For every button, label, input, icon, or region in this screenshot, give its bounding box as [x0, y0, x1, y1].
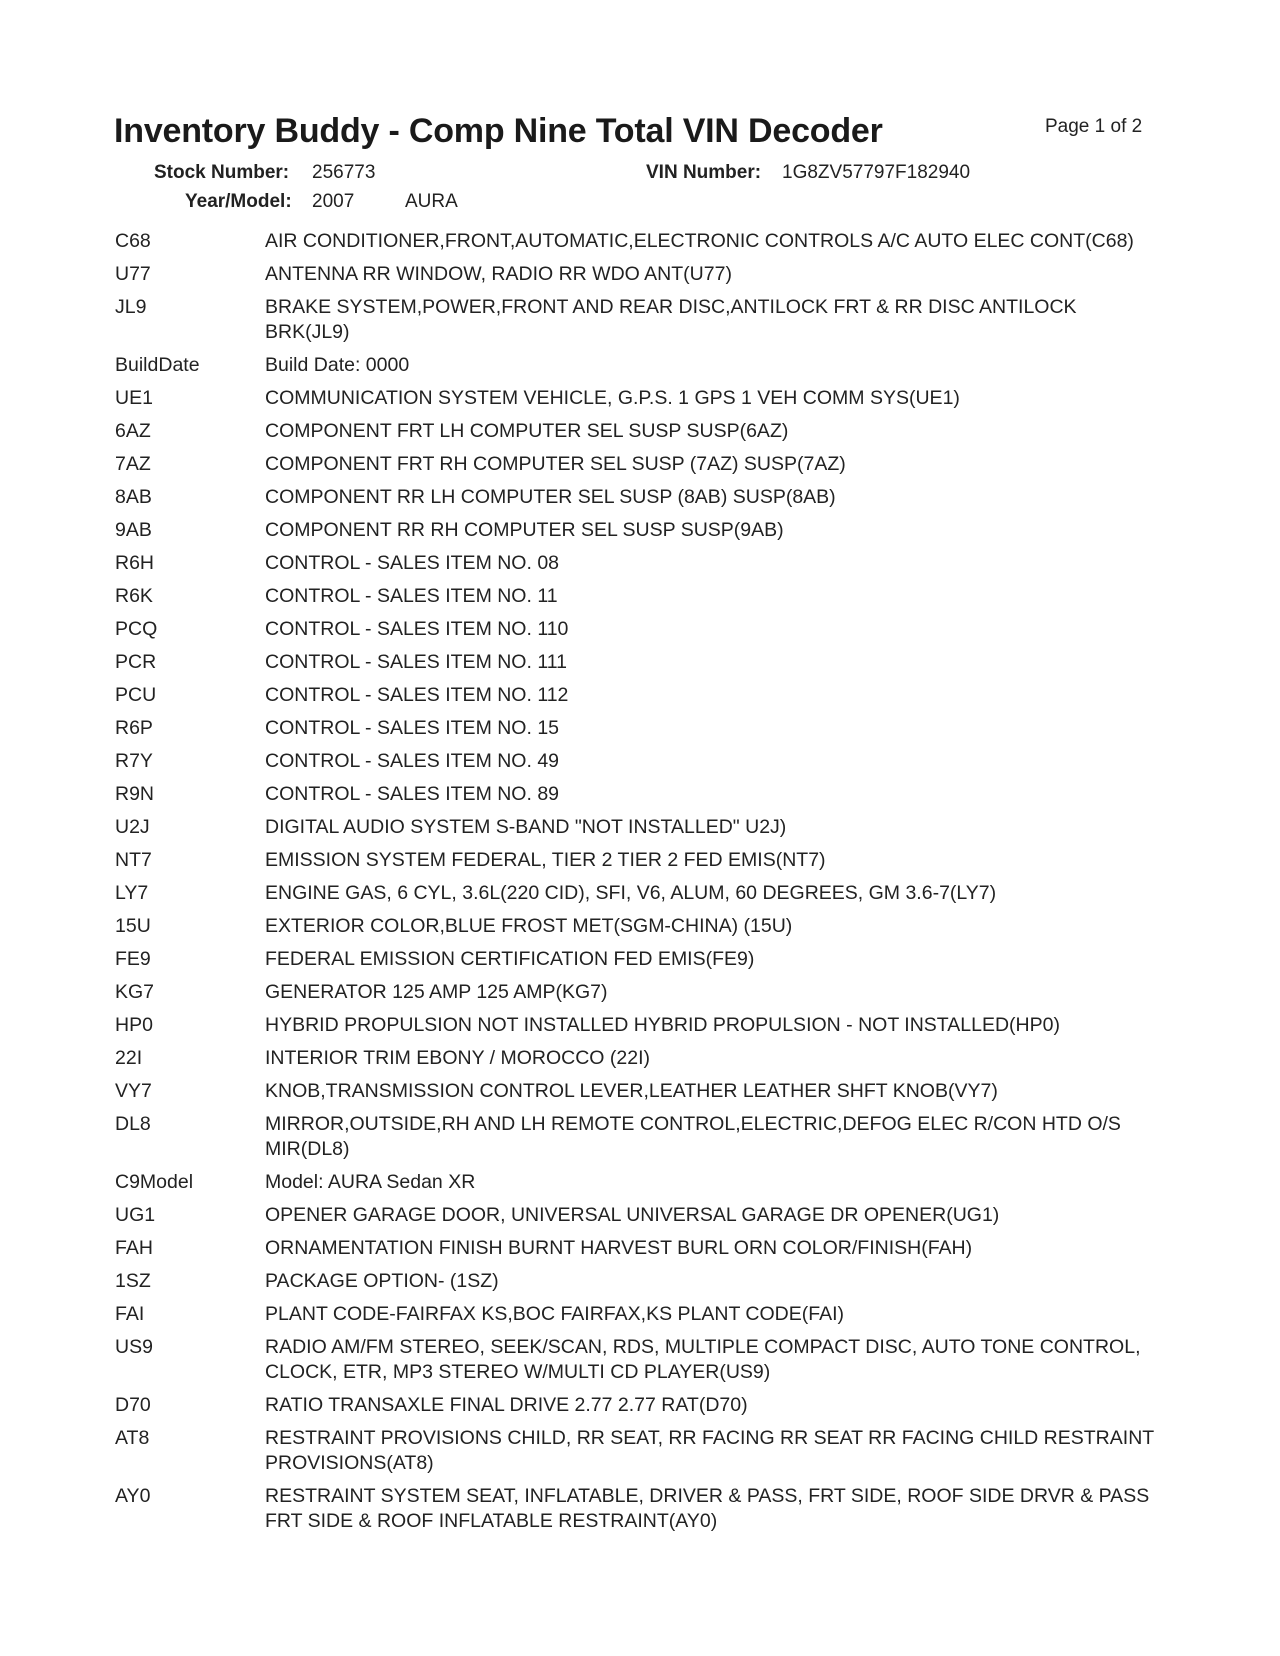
option-row: [115, 518, 1160, 543]
option-description: COMPONENT FRT RH COMPUTER SEL SUSP (7AZ) SUSP(7AZ): [265, 453, 846, 475]
option-code: UG1: [115, 1204, 156, 1226]
document-title: Inventory Buddy - Comp Nine Total VIN Decoder: [114, 112, 883, 150]
option-code: PCR: [115, 651, 157, 673]
option-code: AT8: [115, 1427, 150, 1449]
option-description: COMPONENT FRT LH COMPUTER SEL SUSP SUSP(6AZ): [265, 420, 789, 442]
option-code: U77: [115, 263, 151, 285]
option-description: AIR CONDITIONER,FRONT,AUTOMATIC,ELECTRONIC CONTROLS A/C AUTO ELEC CONT(C68): [265, 230, 1134, 252]
option-description: ORNAMENTATION FINISH BURNT HARVEST BURL ORN COLOR/FINISH(FAH): [265, 1237, 973, 1259]
option-row: [115, 1269, 1160, 1294]
year-value: 2007: [312, 191, 355, 212]
option-description: MIRROR,OUTSIDE,RH AND LH REMOTE CONTROL,ELECTRIC,DEFOG ELEC R/CON HTD O/S MIR(DL8): [265, 1113, 1121, 1160]
option-row: [115, 1203, 1160, 1228]
option-description: COMPONENT RR RH COMPUTER SEL SUSP SUSP(9AB): [265, 519, 784, 541]
option-row: [115, 353, 1160, 378]
option-description: RESTRAINT SYSTEM SEAT, INFLATABLE, DRIVER & PASS, FRT SIDE, ROOF SIDE DRVR & PASS FRT SIDE & ROOF INFLATABLE RESTRAINT(AY0): [265, 1485, 1150, 1532]
option-row: [115, 1236, 1160, 1261]
option-code: R7Y: [115, 750, 153, 772]
option-row: [115, 881, 1160, 906]
option-code: 1SZ: [115, 1270, 151, 1292]
option-row: [115, 386, 1160, 411]
option-row: [115, 980, 1160, 1005]
option-row: [115, 1302, 1160, 1327]
option-row: [115, 749, 1160, 774]
option-code: HP0: [115, 1014, 153, 1036]
option-row: [115, 262, 1160, 287]
option-code: 7AZ: [115, 453, 151, 475]
option-code: 8AB: [115, 486, 152, 508]
option-code: LY7: [115, 882, 149, 904]
option-code: 9AB: [115, 519, 152, 541]
option-description: Build Date: 0000: [265, 354, 410, 376]
option-code: PCQ: [115, 618, 158, 640]
option-row: [115, 617, 1160, 642]
option-description: DIGITAL AUDIO SYSTEM S-BAND "NOT INSTALLED" U2J): [265, 816, 787, 838]
option-row: [115, 1335, 1160, 1385]
option-row: [115, 1112, 1160, 1162]
option-code: FAI: [115, 1303, 145, 1325]
option-description: CONTROL - SALES ITEM NO. 11: [265, 585, 558, 607]
option-code: PCU: [115, 684, 157, 706]
option-description: EXTERIOR COLOR,BLUE FROST MET(SGM-CHINA) (15U): [265, 915, 793, 937]
option-row: [115, 1079, 1160, 1104]
option-code: 15U: [115, 915, 151, 937]
option-code: BuildDate: [115, 354, 200, 376]
option-description: FEDERAL EMISSION CERTIFICATION FED EMIS(FE9): [265, 948, 755, 970]
option-description: CONTROL - SALES ITEM NO. 112: [265, 684, 569, 706]
option-code: R6P: [115, 717, 153, 739]
option-description: COMPONENT RR LH COMPUTER SEL SUSP (8AB) SUSP(8AB): [265, 486, 836, 508]
option-code-list: [115, 229, 1160, 1542]
option-code: 6AZ: [115, 420, 151, 442]
option-row: [115, 1393, 1160, 1418]
option-description: BRAKE SYSTEM,POWER,FRONT AND REAR DISC,ANTILOCK FRT & RR DISC ANTILOCK BRK(JL9): [265, 296, 1077, 343]
option-description: PLANT CODE-FAIRFAX KS,BOC FAIRFAX,KS PLANT CODE(FAI): [265, 1303, 845, 1325]
option-row: [115, 848, 1160, 873]
option-description: COMMUNICATION SYSTEM VEHICLE, G.P.S. 1 GPS 1 VEH COMM SYS(UE1): [265, 387, 960, 409]
option-row: [115, 914, 1160, 939]
year-model-label: Year/Model:: [185, 191, 292, 212]
option-code: R9N: [115, 783, 155, 805]
option-description: CONTROL - SALES ITEM NO. 15: [265, 717, 560, 739]
option-row: [115, 1426, 1160, 1476]
option-description: PACKAGE OPTION- (1SZ): [265, 1270, 499, 1292]
option-row: [115, 683, 1160, 708]
option-row: [115, 947, 1160, 972]
option-code: US9: [115, 1336, 153, 1358]
option-row: [115, 782, 1160, 807]
option-description: GENERATOR 125 AMP 125 AMP(KG7): [265, 981, 608, 1003]
stock-number-value: 256773: [312, 162, 376, 183]
option-description: KNOB,TRANSMISSION CONTROL LEVER,LEATHER LEATHER SHFT KNOB(VY7): [265, 1080, 998, 1102]
option-row: [115, 650, 1160, 675]
option-row: [115, 452, 1160, 477]
option-code: FE9: [115, 948, 151, 970]
option-description: RESTRAINT PROVISIONS CHILD, RR SEAT, RR FACING RR SEAT RR FACING CHILD RESTRAINT PROVISIONS(AT8): [265, 1427, 1154, 1474]
option-description: RADIO AM/FM STEREO, SEEK/SCAN, RDS, MULTIPLE COMPACT DISC, AUTO TONE CONTROL, CLOCK, ETR, MP3 STEREO W/MULTI CD PLAYER(US9): [265, 1336, 1141, 1383]
option-description: CONTROL - SALES ITEM NO. 89: [265, 783, 560, 805]
option-code: C9Model: [115, 1171, 194, 1193]
option-row: [115, 485, 1160, 510]
option-row: [115, 1484, 1160, 1534]
page-number: Page 1 of 2: [1045, 116, 1143, 137]
option-description: Model: AURA Sedan XR: [265, 1171, 476, 1193]
option-description: EMISSION SYSTEM FEDERAL, TIER 2 TIER 2 FED EMIS(NT7): [265, 849, 826, 871]
option-description: ANTENNA RR WINDOW, RADIO RR WDO ANT(U77): [265, 263, 732, 285]
model-value: AURA: [405, 191, 458, 212]
option-description: CONTROL - SALES ITEM NO. 49: [265, 750, 560, 772]
option-code: UE1: [115, 387, 153, 409]
option-description: INTERIOR TRIM EBONY / MOROCCO (22I): [265, 1047, 650, 1069]
option-row: [115, 584, 1160, 609]
option-code: R6K: [115, 585, 153, 607]
vin-number-value: 1G8ZV57797F182940: [782, 162, 971, 183]
option-row: [115, 229, 1160, 254]
option-code: FAH: [115, 1237, 153, 1259]
option-description: CONTROL - SALES ITEM NO. 08: [265, 552, 560, 574]
option-code: 22I: [115, 1047, 143, 1069]
option-code: JL9: [115, 296, 147, 318]
option-description: OPENER GARAGE DOOR, UNIVERSAL UNIVERSAL GARAGE DR OPENER(UG1): [265, 1204, 1000, 1226]
option-row: [115, 295, 1160, 345]
option-description: HYBRID PROPULSION NOT INSTALLED HYBRID PROPULSION - NOT INSTALLED(HP0): [265, 1014, 1060, 1036]
option-code: VY7: [115, 1080, 152, 1102]
option-row: [115, 551, 1160, 576]
option-code: AY0: [115, 1485, 151, 1507]
option-code: D70: [115, 1394, 151, 1416]
option-row: [115, 1046, 1160, 1071]
option-description: CONTROL - SALES ITEM NO. 110: [265, 618, 569, 640]
option-row: [115, 716, 1160, 741]
option-row: [115, 1013, 1160, 1038]
option-code: R6H: [115, 552, 155, 574]
option-description: CONTROL - SALES ITEM NO. 111: [265, 651, 567, 673]
vin-number-label: VIN Number:: [646, 162, 762, 183]
stock-number-label: Stock Number:: [154, 162, 290, 183]
option-code: U2J: [115, 816, 150, 838]
option-row: [115, 815, 1160, 840]
option-description: ENGINE GAS, 6 CYL, 3.6L(220 CID), SFI, V6, ALUM, 60 DEGREES, GM 3.6-7(LY7): [265, 882, 997, 904]
option-row: [115, 1170, 1160, 1195]
option-code: C68: [115, 230, 151, 252]
option-row: [115, 419, 1160, 444]
option-code: KG7: [115, 981, 155, 1003]
option-description: RATIO TRANSAXLE FINAL DRIVE 2.77 2.77 RAT(D70): [265, 1394, 748, 1416]
option-code: DL8: [115, 1113, 151, 1135]
option-code: NT7: [115, 849, 152, 871]
